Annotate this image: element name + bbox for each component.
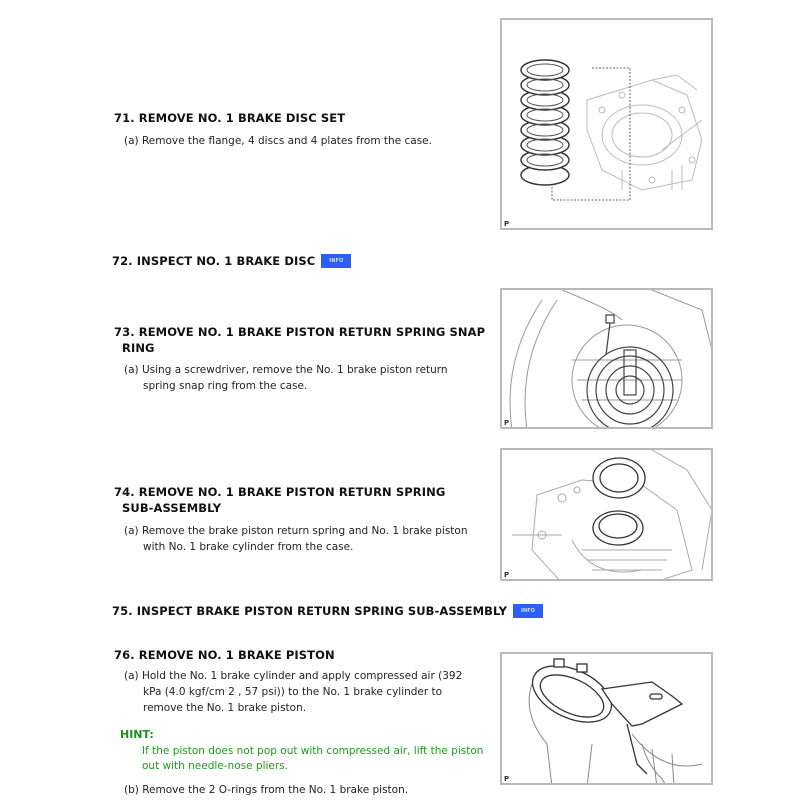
step-74-item-a-line1: (a) Remove the brake piston return spring and No. 1 brake piston	[124, 525, 468, 537]
step-75-title	[112, 603, 543, 619]
step-76-item-b: (b) Remove the 2 O-rings from the No. 1 brake piston.	[124, 784, 409, 796]
hint-text-line1: If the piston does not pop out with compressed air, lift the piston	[142, 745, 484, 757]
step-73-item-a-line2: spring snap ring from the case.	[143, 380, 308, 392]
step-73-title	[114, 324, 485, 356]
figure-return-spring-removal	[500, 448, 713, 581]
step-75-title-text: 75. INSPECT BRAKE PISTON RETURN SPRING SUB-ASSEMBLY	[112, 604, 508, 618]
figure-label: P	[504, 419, 510, 427]
step-73-title-line1: 73. REMOVE NO. 1 BRAKE PISTON RETURN SPRING SNAP	[114, 325, 486, 339]
hint-label: HINT:	[120, 728, 154, 741]
brake-disc-set-illustration	[502, 20, 713, 230]
step-74-title-line2: SUB-ASSEMBLY	[122, 501, 222, 515]
step-71-item-a: (a) Remove the flange, 4 discs and 4 plates from the case.	[124, 135, 432, 147]
step-72-title	[112, 253, 351, 269]
step-72-title-text: 72. INSPECT NO. 1 BRAKE DISC	[112, 254, 316, 268]
figure-label: P	[504, 775, 510, 783]
figure-brake-disc-set	[500, 18, 713, 230]
step-76-item-a	[124, 668, 462, 716]
hint-text-line2: out with needle-nose pliers.	[142, 760, 288, 772]
figure-snap-ring-removal	[500, 288, 713, 429]
step-71-title: 71. REMOVE NO. 1 BRAKE DISC SET	[114, 111, 346, 125]
return-spring-removal-illustration	[502, 450, 713, 581]
step-76-item-a-line1: (a) Hold the No. 1 brake cylinder and apply compressed air (392	[124, 670, 463, 682]
compressed-air-piston-illustration	[502, 654, 713, 785]
step-76-item-a-line2: kPa (4.0 kgf/cm 2 , 57 psi)) to the No. 1 brake cylinder to	[143, 686, 443, 698]
step-74-item-a-line2: with No. 1 brake cylinder from the case.	[143, 541, 354, 553]
step-74-item-a	[124, 523, 468, 555]
figure-label: P	[504, 571, 510, 579]
step-73-item-a	[124, 362, 448, 394]
step-74-title-line1: 74. REMOVE NO. 1 BRAKE PISTON RETURN SPRING	[114, 485, 446, 499]
hint-text	[142, 744, 483, 774]
figure-compressed-air-piston	[500, 652, 713, 785]
step-76-title: 76. REMOVE NO. 1 BRAKE PISTON	[114, 648, 335, 662]
step-76-item-a-line3: remove the No. 1 brake piston.	[143, 702, 307, 714]
step-74-title	[114, 484, 445, 516]
step-73-item-a-line1: (a) Using a screwdriver, remove the No. 1 brake piston return	[124, 364, 448, 376]
info-badge-72[interactable]: INFO	[321, 254, 351, 268]
step-73-title-line2: RING	[122, 341, 155, 355]
figure-label: P	[504, 220, 510, 228]
info-badge-75[interactable]: INFO	[513, 604, 543, 618]
snap-ring-removal-illustration	[502, 290, 713, 429]
